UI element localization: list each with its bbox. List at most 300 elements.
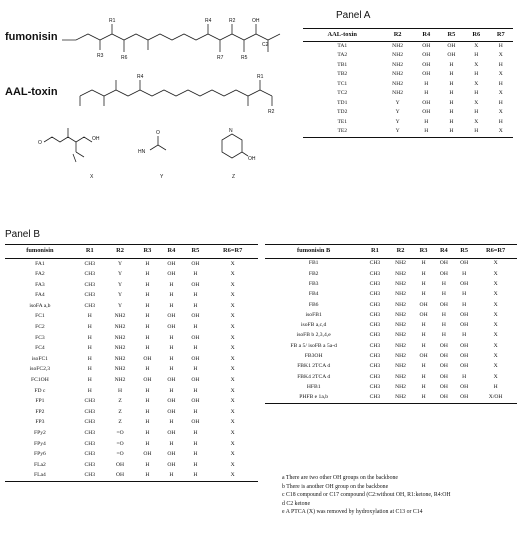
table-cell: H	[193, 440, 198, 447]
atom-r4: R4	[205, 18, 212, 24]
table-cell: X	[498, 52, 503, 59]
footnote: d C2 ketone	[282, 500, 311, 507]
table-cell: OH	[422, 71, 431, 78]
table-cell: OH	[447, 42, 456, 49]
table-cell: H	[193, 302, 198, 309]
table-cell: X	[230, 313, 235, 320]
table-cell: CH3	[84, 408, 96, 415]
table-cell: NH2	[395, 311, 406, 318]
column-header-name: fumonisin B	[297, 247, 331, 255]
table-row	[265, 269, 517, 279]
table-row	[5, 460, 258, 471]
compound-name-cell: FB2	[308, 270, 319, 277]
compound-name-cell: FB1	[308, 260, 319, 267]
table-cell: X	[493, 270, 498, 277]
compound-name-cell: FA3	[35, 281, 45, 288]
table-cell: Y	[118, 260, 123, 267]
table-cell: =O	[116, 430, 124, 436]
compound-name-cell: PHFB e 1a,b	[299, 394, 329, 401]
compound-name-cell: FLa2	[34, 461, 46, 468]
panel-b-title: Panel B	[5, 229, 41, 240]
table-cell: H	[193, 324, 198, 331]
table-cell: OH	[167, 377, 176, 384]
table-cell: OH	[422, 52, 431, 59]
table-cell: X	[230, 472, 235, 479]
table-cell: Y	[118, 281, 123, 288]
compound-name-cell: isoFB1	[305, 311, 322, 318]
table-cell: OH	[439, 383, 448, 390]
table-cell: H	[193, 292, 198, 299]
table-cell: OH	[460, 383, 469, 390]
table-cell: CH3	[369, 353, 381, 360]
table-cell: H	[498, 80, 503, 87]
table-cell: OH	[439, 270, 448, 277]
compound-name-cell: TC2	[337, 90, 348, 97]
table-cell: OH	[419, 353, 428, 360]
table-cell: H	[493, 383, 498, 390]
table-cell: X	[230, 345, 235, 352]
table-row	[5, 397, 258, 408]
table-row	[5, 386, 258, 397]
column-header-r3: R3	[419, 247, 428, 255]
table-cell: H	[498, 42, 503, 49]
aal-toxin-label: AAL-toxin	[5, 86, 58, 98]
table-cell: X	[230, 366, 235, 373]
table-cell: Y	[118, 292, 123, 299]
table-cell: Z	[118, 419, 122, 426]
table-cell: X	[230, 408, 235, 415]
table-cell: H	[145, 324, 150, 331]
table-cell: CH3	[84, 472, 96, 479]
column-header-r6: R6	[472, 30, 481, 38]
table-cell: H	[145, 260, 150, 267]
table-row	[265, 383, 517, 393]
table-cell: NH2	[114, 366, 126, 373]
table-cell: H	[193, 451, 198, 458]
column-header-r7: R7	[496, 30, 505, 38]
table-row	[303, 128, 513, 138]
table-cell: X	[498, 128, 503, 135]
x-atom-o: O	[38, 140, 42, 146]
table-row	[303, 118, 513, 128]
table-cell: NH2	[395, 332, 406, 339]
table-row	[5, 418, 258, 429]
structure-diagram	[0, 0, 300, 200]
table-cell: CH3	[369, 373, 381, 380]
table-cell: H	[169, 302, 174, 309]
table-cell: H	[193, 461, 198, 468]
table-cell: CH3	[369, 322, 381, 329]
table-cell: NH2	[395, 291, 406, 298]
table-cell: H	[169, 345, 174, 352]
table-cell: CH3	[84, 398, 96, 405]
footnote: c C18 compound or C17 compound (C2:without OH, R1:ketone, R4:OH	[282, 492, 451, 498]
table-cell: H	[441, 322, 446, 329]
table-cell: H	[421, 322, 426, 329]
table-cell: H	[169, 281, 174, 288]
table-header-row	[265, 245, 517, 259]
column-header-r2: R2	[396, 247, 405, 255]
column-header-r3: R3	[143, 247, 152, 255]
table-cell: H	[421, 260, 426, 267]
panel-b-right-table	[265, 244, 517, 404]
table-cell: X	[493, 373, 498, 380]
table-cell: OH	[167, 430, 176, 436]
compound-name-cell: FB3OH	[304, 353, 323, 360]
table-cell: CH3	[369, 394, 381, 401]
table-cell: CH3	[84, 419, 96, 426]
table-row	[5, 471, 258, 482]
table-cell: X	[230, 461, 235, 468]
table-cell: H	[169, 419, 174, 426]
table-cell: X	[498, 71, 503, 78]
table-cell: OH	[460, 342, 469, 349]
z-atom-oh: OH	[248, 156, 256, 162]
table-cell: H	[449, 71, 454, 78]
compound-name-cell: HFB1	[306, 383, 321, 390]
table-cell: OH	[447, 52, 456, 59]
compound-name-cell: FC4	[35, 345, 45, 352]
table-cell: NH2	[395, 394, 406, 401]
table-cell: OH	[167, 398, 176, 405]
table-cell: OH	[460, 353, 469, 360]
table-cell: X	[230, 260, 235, 267]
table-cell: H	[87, 387, 92, 394]
table-cell: X	[230, 324, 235, 331]
table-cell: CH3	[369, 270, 381, 277]
table-cell: =O	[116, 440, 124, 447]
table-cell: OH	[439, 342, 448, 349]
compound-name-cell: FA1	[35, 260, 45, 267]
table-cell: X	[230, 377, 235, 384]
table-cell: H	[449, 90, 454, 97]
table-cell: NH2	[114, 377, 126, 384]
table-cell: H	[498, 118, 503, 125]
table-cell: CH3	[369, 332, 381, 339]
table-cell: H	[421, 383, 426, 390]
table-row	[265, 280, 517, 290]
table-cell: X	[230, 387, 235, 394]
table-cell: H	[462, 332, 467, 339]
table-cell: X	[230, 271, 235, 278]
x-atom-oh: OH	[92, 136, 100, 142]
compound-name-cell: FPy6	[33, 451, 46, 458]
table-cell: X	[493, 260, 498, 267]
compound-name-cell: isoFA a,b	[29, 302, 51, 309]
table-cell: OH	[116, 472, 125, 479]
table-cell: CH3	[84, 281, 96, 288]
column-header-r4: R4	[422, 30, 431, 38]
compound-name-cell: TE1	[337, 118, 348, 125]
table-cell: H	[424, 128, 429, 135]
table-cell: CH3	[84, 260, 96, 267]
table-cell: CH3	[369, 342, 381, 349]
panel-a-table	[303, 28, 513, 138]
table-cell: H	[145, 398, 150, 405]
table-cell: OH	[422, 99, 431, 106]
table-cell: OH	[191, 398, 200, 405]
table-cell: OH	[419, 311, 428, 318]
table-cell: OH	[167, 408, 176, 415]
table-cell: OH	[143, 355, 152, 362]
table-cell: Z	[118, 398, 122, 405]
table-cell: X	[230, 281, 235, 288]
compound-name-cell: TA1	[337, 42, 348, 49]
table-cell: H	[145, 440, 150, 447]
table-cell: H	[145, 345, 150, 352]
table-cell: CH3	[84, 430, 96, 436]
table-cell: X	[498, 90, 503, 97]
compound-name-cell: FA2	[35, 271, 45, 278]
table-cell: NH2	[395, 260, 406, 267]
table-cell: H	[474, 71, 479, 78]
table-cell: H	[421, 363, 426, 370]
table-cell: H	[449, 61, 454, 68]
table-cell: OH	[143, 451, 152, 458]
table-row	[5, 301, 258, 312]
table-cell: NH2	[395, 373, 406, 380]
table-cell: NH2	[392, 90, 404, 97]
table-cell: H	[145, 419, 150, 426]
table-cell: H	[169, 355, 174, 362]
table-cell: X	[493, 301, 498, 308]
table-cell: CH3	[369, 311, 381, 318]
atom-r6: R6	[121, 55, 128, 61]
table-row	[303, 109, 513, 119]
atom-r5: R5	[241, 55, 248, 61]
fumonisin-backbone	[62, 34, 280, 40]
y-atom-nh: HN	[138, 149, 146, 155]
table-cell: H	[169, 334, 174, 341]
table-cell: NH2	[114, 355, 126, 362]
table-header-row	[303, 29, 513, 42]
table-cell: H	[87, 334, 92, 341]
table-cell: H	[145, 313, 150, 320]
table-cell: H	[462, 270, 467, 277]
compound-name-cell: FA4	[35, 292, 45, 299]
table-cell: CH3	[84, 302, 96, 309]
table-row	[265, 300, 517, 310]
table-cell: H	[449, 128, 454, 135]
table-cell: NH2	[392, 61, 404, 68]
table-row	[5, 376, 258, 387]
table-cell: OH	[460, 322, 469, 329]
table-cell: X	[474, 61, 479, 68]
table-cell: Y	[118, 271, 123, 278]
table-cell: Y	[395, 109, 400, 116]
compound-name-cell: TC1	[337, 80, 348, 87]
compound-name-cell: TB2	[337, 71, 348, 78]
table-row	[5, 344, 258, 355]
compound-name-cell: FC2	[35, 324, 45, 331]
table-row	[265, 321, 517, 331]
table-cell: H	[421, 291, 426, 298]
table-row	[265, 310, 517, 320]
table-cell: H	[474, 128, 479, 135]
table-cell: NH2	[114, 313, 126, 320]
table-cell: Y	[395, 99, 400, 106]
table-cell: OH	[167, 271, 176, 278]
compound-name-cell: FBK4 2TCA d	[297, 373, 331, 380]
table-row	[265, 331, 517, 341]
table-cell: X	[493, 322, 498, 329]
compound-name-cell: FB3	[308, 280, 319, 287]
table-cell: OH	[460, 363, 469, 370]
table-cell: H	[424, 80, 429, 87]
footnote: e A PTCA (X) was removed by hydroxylation at C13 or C14	[282, 509, 423, 515]
table-row	[303, 42, 513, 52]
table-cell: CH3	[84, 271, 96, 278]
table-cell: H	[441, 311, 446, 318]
table-row	[303, 61, 513, 71]
table-row	[5, 365, 258, 376]
footnotes	[282, 474, 451, 517]
table-cell: H	[145, 430, 150, 436]
atom-r1: R1	[109, 18, 116, 24]
table-cell: H	[169, 387, 174, 394]
table-cell: H	[421, 270, 426, 277]
table-cell: X	[493, 332, 498, 339]
compound-name-cell: isoFC2,3	[29, 366, 51, 373]
table-cell: X	[230, 302, 235, 309]
table-cell: H	[193, 472, 198, 479]
table-cell: OH	[191, 419, 200, 426]
table-cell: CH3	[84, 292, 96, 299]
table-cell: NH2	[392, 52, 404, 59]
table-cell: H	[449, 118, 454, 125]
table-cell: NH2	[392, 80, 404, 87]
table-cell: H	[498, 61, 503, 68]
table-cell: OH	[167, 451, 176, 458]
table-row	[5, 291, 258, 302]
column-header-r1: R1	[371, 247, 379, 255]
table-cell: OH	[167, 313, 176, 320]
table-cell: OH	[422, 42, 431, 49]
z-label: Z	[232, 174, 236, 180]
table-cell: OH	[439, 363, 448, 370]
compound-name-cell: FD c	[34, 387, 46, 394]
table-cell: X	[474, 42, 479, 49]
compound-name-cell: TD1	[337, 99, 348, 106]
table-cell: H	[169, 366, 174, 373]
table-row	[5, 280, 258, 291]
compound-name-cell: FP1	[35, 398, 45, 405]
table-cell: X	[498, 109, 503, 116]
table-cell: OH	[439, 373, 448, 380]
compound-name-cell: TA2	[337, 52, 348, 59]
table-row	[265, 393, 517, 404]
table-cell: H	[118, 387, 123, 394]
atom-r3: R3	[97, 53, 104, 59]
column-header-r5: R5	[191, 247, 200, 255]
table-row	[303, 80, 513, 90]
table-cell: H	[449, 109, 454, 116]
table-cell: H	[193, 408, 198, 415]
compound-name-cell: FC1	[35, 313, 45, 320]
table-cell: H	[462, 291, 467, 298]
table-cell: H	[193, 430, 198, 436]
table-cell: H	[441, 280, 446, 287]
fumonisin-label: fumonisin	[5, 31, 58, 43]
table-cell: H	[169, 292, 174, 299]
table-cell: H	[87, 313, 92, 320]
atom-r7: R7	[217, 55, 224, 61]
table-cell: X	[230, 334, 235, 341]
column-header-name: AAL-toxin	[327, 30, 357, 38]
table-cell: OH	[191, 355, 200, 362]
compound-name-cell: FB6	[308, 301, 319, 308]
table-cell: H	[462, 373, 467, 380]
table-cell: Y	[395, 118, 400, 125]
compound-name-cell: isoFB b 2,3,4,e	[296, 332, 331, 339]
table-cell: OH	[167, 461, 176, 468]
aal-atom-r1: R1	[257, 74, 264, 80]
aal-atom-r4: R4	[137, 74, 144, 80]
table-cell: OH	[422, 109, 431, 116]
table-cell: NH2	[395, 353, 406, 360]
compound-name-cell: isoFB a,c,d	[301, 322, 327, 329]
table-row	[303, 71, 513, 81]
aal-atom-r2: R2	[268, 109, 275, 115]
table-cell: OH	[460, 394, 469, 401]
x-substituent	[44, 137, 92, 142]
table-cell: =O	[116, 451, 124, 458]
table-cell: H	[193, 387, 198, 394]
table-cell: X	[230, 398, 235, 405]
table-cell: H	[169, 440, 174, 447]
table-row	[265, 259, 517, 270]
z-atom-n: N	[229, 128, 233, 134]
table-cell: H	[193, 345, 198, 352]
column-header-r4: R4	[167, 247, 176, 255]
table-cell: OH	[116, 461, 125, 468]
table-cell: OH	[439, 301, 448, 308]
table-cell: OH	[167, 324, 176, 331]
table-cell: NH2	[395, 301, 406, 308]
table-cell: Z	[118, 408, 122, 415]
table-cell: H	[145, 408, 150, 415]
compound-name-cell: TD2	[337, 109, 348, 116]
table-cell: Y	[118, 302, 123, 309]
table-row	[5, 312, 258, 323]
table-cell: OH	[191, 281, 200, 288]
column-header-r4: R4	[439, 247, 448, 255]
table-cell: CH3	[84, 440, 96, 447]
column-header-name: fumonisin	[26, 247, 54, 255]
compound-name-cell: isoFC1	[31, 355, 48, 362]
table-header-row	[5, 245, 258, 259]
table-cell: NH2	[392, 71, 404, 78]
table-cell: X	[230, 292, 235, 299]
atom-r2: R2	[229, 18, 236, 24]
table-cell: H	[145, 281, 150, 288]
table-cell: X	[230, 419, 235, 426]
compound-name-cell: FP2	[35, 408, 45, 415]
table-cell: X	[230, 451, 235, 458]
table-cell: Y	[395, 128, 400, 135]
table-row	[265, 362, 517, 372]
table-cell: OH	[191, 377, 200, 384]
table-row	[265, 352, 517, 362]
footnote: b There is another OH group on the backbone	[282, 483, 389, 490]
column-header-r6-r7: R6=R7	[223, 247, 243, 255]
table-row	[303, 99, 513, 109]
table-cell: OH	[191, 260, 200, 267]
table-cell: CH3	[369, 280, 381, 287]
column-header-r1: R1	[85, 247, 94, 255]
table-row	[5, 450, 258, 461]
table-cell: NH2	[395, 322, 406, 329]
